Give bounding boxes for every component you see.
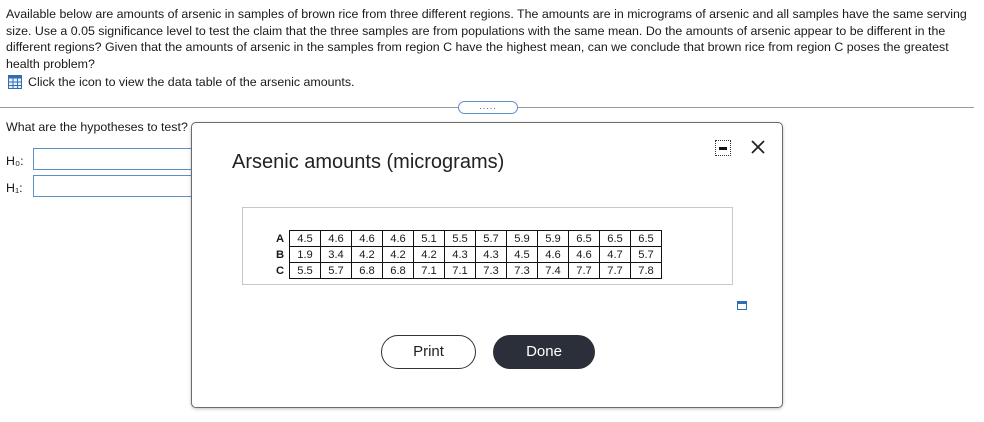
dialog-title: Arsenic amounts (micrograms) (232, 151, 505, 173)
data-table-frame (242, 207, 733, 285)
table-row (271, 231, 662, 247)
table-cell: 6.5 (600, 231, 631, 247)
table-cell: 6.8 (383, 263, 414, 279)
minimize-icon[interactable] (715, 140, 731, 156)
table-cell: 5.5 (445, 231, 476, 247)
table-cell: 5.9 (538, 231, 569, 247)
table-cell: 6.8 (352, 263, 383, 279)
data-table-link[interactable] (8, 75, 354, 89)
table-cell: 4.6 (538, 247, 569, 263)
table-cell: 4.6 (569, 247, 600, 263)
table-cell: 6.5 (569, 231, 600, 247)
table-cell: 5.7 (321, 263, 352, 279)
table-cell: 7.1 (414, 263, 445, 279)
table-cell: 5.5 (290, 263, 321, 279)
table-cell: 4.5 (290, 231, 321, 247)
table-cell: 7.3 (507, 263, 538, 279)
hypotheses-question: What are the hypotheses to test? (6, 120, 188, 134)
expand-button[interactable]: ..... (458, 101, 518, 114)
data-link-label: Click the icon to view the data table of the arsenic amounts. (28, 75, 355, 89)
table-cell: 5.7 (631, 247, 662, 263)
table-cell: 7.8 (631, 263, 662, 279)
table-cell: 4.3 (476, 247, 507, 263)
h0-input[interactable] (33, 148, 193, 170)
copy-table-icon[interactable] (737, 301, 747, 310)
row-label: C (271, 263, 290, 279)
row-label: A (271, 231, 290, 247)
table-cell: 7.3 (476, 263, 507, 279)
arsenic-table (271, 230, 662, 279)
done-button[interactable]: Done (493, 335, 595, 369)
table-cell: 4.5 (507, 247, 538, 263)
data-table-dialog (191, 122, 783, 408)
table-cell: 5.7 (476, 231, 507, 247)
table-cell: 7.1 (445, 263, 476, 279)
table-cell: 4.3 (445, 247, 476, 263)
table-row (271, 247, 662, 263)
table-cell: 4.6 (321, 231, 352, 247)
table-cell: 5.1 (414, 231, 445, 247)
question-text: Available below are amounts of arsenic in samples of brown rice from three different regions. The amounts are in micrograms of arsenic and all samples have the same serving size. Use a 0.05 significance level to test the claim that the three samples are from populations with the same mean. Do the amounts of arsenic appear to be different in the different regions? Given that the amounts of arsenic in the samples from region C have the highest mean, can we conclude that brown rice from region C poses the greatest health problem? (6, 7, 967, 71)
row-label: B (271, 247, 290, 263)
table-cell: 4.6 (352, 231, 383, 247)
table-cell: 7.4 (538, 263, 569, 279)
table-row (271, 263, 662, 279)
print-button[interactable]: Print (381, 335, 476, 369)
table-cell: 4.2 (414, 247, 445, 263)
table-cell: 4.7 (600, 247, 631, 263)
table-cell: 7.7 (600, 263, 631, 279)
table-cell: 4.6 (383, 231, 414, 247)
table-cell: 5.9 (507, 231, 538, 247)
table-cell: 3.4 (321, 247, 352, 263)
h1-label: H₁: (6, 181, 23, 195)
table-icon[interactable] (8, 75, 22, 89)
table-cell: 7.7 (569, 263, 600, 279)
table-cell: 4.2 (383, 247, 414, 263)
close-icon[interactable] (749, 138, 767, 156)
table-cell: 1.9 (290, 247, 321, 263)
h0-label: H₀: (6, 154, 24, 168)
table-cell: 4.2 (352, 247, 383, 263)
h1-input[interactable] (33, 175, 193, 197)
table-cell: 6.5 (631, 231, 662, 247)
